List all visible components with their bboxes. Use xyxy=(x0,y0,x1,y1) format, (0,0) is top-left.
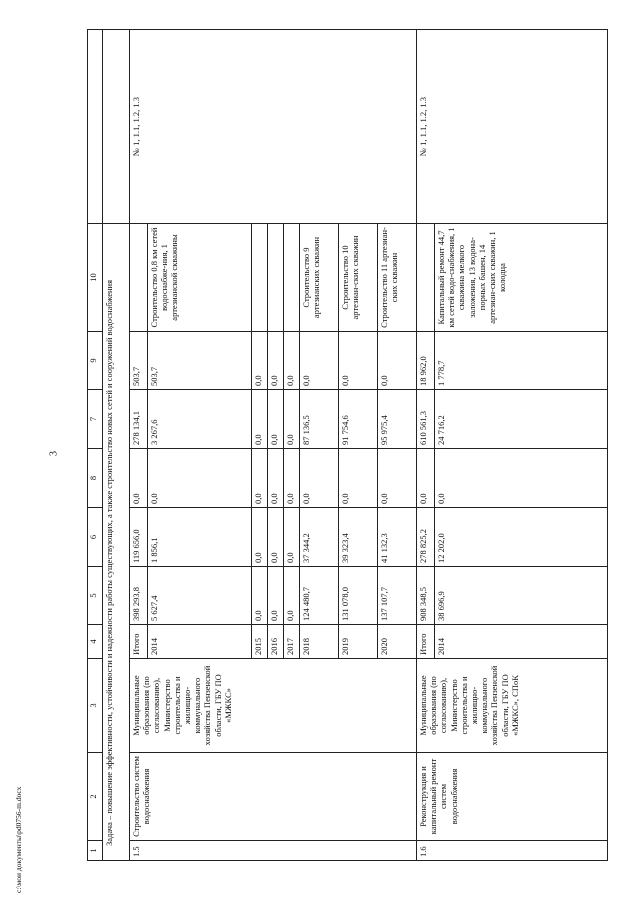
cell-col8: 0,0 xyxy=(252,449,268,508)
cell-col5: 0,0 xyxy=(284,567,300,625)
item-1-5-name: Строительство систем водоснабжения xyxy=(130,753,417,841)
cell-col6: 37 344,2 xyxy=(300,508,339,567)
year-cell: 2015 xyxy=(252,625,268,659)
item-1-6-indicator: № 1, 1.1, 1.2, 1.3 xyxy=(417,30,608,224)
cell-col7: 24 716,2 xyxy=(435,390,608,449)
page-number: 3 xyxy=(48,451,60,456)
rotated-table-container xyxy=(87,30,583,861)
cell-col8: 0,0 xyxy=(284,449,300,508)
year-cell: 2019 xyxy=(339,625,378,659)
col-header-3: 3 xyxy=(88,659,103,753)
cell-col6: 41 132,3 xyxy=(378,508,417,567)
col-header-11 xyxy=(88,30,103,224)
item-1-6-number: 1.6 xyxy=(417,841,608,861)
cell-col6: 0,0 xyxy=(252,508,268,567)
cell-col6: 0,0 xyxy=(284,508,300,567)
item-1-5-total-row xyxy=(130,30,148,861)
cell-col10: Строительство 0,8 км сетей водоснабже-ния, 1 артезианской скважины xyxy=(148,224,252,332)
cell-col6: 1 856,1 xyxy=(148,508,252,567)
cell-col5: 398 293,8 xyxy=(130,567,148,625)
cell-col8: 0,0 xyxy=(300,449,339,508)
year-cell: 2014 xyxy=(148,625,252,659)
cell-col7: 0,0 xyxy=(252,390,268,449)
cell-col8: 0,0 xyxy=(148,449,252,508)
cell-col9: 0,0 xyxy=(268,332,284,390)
year-cell: Итого xyxy=(417,625,435,659)
cell-col6: 39 323,4 xyxy=(339,508,378,567)
cell-col9: 0,0 xyxy=(284,332,300,390)
cell-col9: 503,7 xyxy=(130,332,148,390)
cell-col6: 0,0 xyxy=(268,508,284,567)
item-1-5-number: 1.5 xyxy=(130,841,417,861)
cell-col7: 0,0 xyxy=(284,390,300,449)
task-text: Задача – повышение эффективности, устойчивости и надежности работы существующих, а также строительство новых сетей и сооружений водоснабжения xyxy=(103,224,130,861)
col-header-7: 7 xyxy=(88,390,103,449)
cell-col9: 503,7 xyxy=(148,332,252,390)
program-table xyxy=(87,29,608,861)
cell-col7: 278 134,1 xyxy=(130,390,148,449)
cell-col5: 0,0 xyxy=(268,567,284,625)
col-header-5: 5 xyxy=(88,567,103,625)
cell-col7: 0,0 xyxy=(268,390,284,449)
column-number-row xyxy=(88,30,103,861)
year-cell: Итого xyxy=(130,625,148,659)
cell-col10: Строительство 10 артезиан-ских скважин xyxy=(339,224,378,332)
col-header-6: 6 xyxy=(88,508,103,567)
col-header-2: 2 xyxy=(88,753,103,841)
cell-col6: 12 202,0 xyxy=(435,508,608,567)
col-header-8: 8 xyxy=(88,449,103,508)
cell-col7: 3 267,6 xyxy=(148,390,252,449)
cell-col9: 0,0 xyxy=(378,332,417,390)
cell-col5: 124 480,7 xyxy=(300,567,339,625)
item-1-6-name: Реконструкция и капитальный ремонт систем водоснабжения xyxy=(417,753,608,841)
col-header-9: 9 xyxy=(88,332,103,390)
cell-col6: 119 656,0 xyxy=(130,508,148,567)
col-header-4: 4 xyxy=(88,625,103,659)
year-cell: 2018 xyxy=(300,625,339,659)
cell-col10 xyxy=(252,224,268,332)
year-cell: 2014 xyxy=(435,625,608,659)
col-header-10: 10 xyxy=(88,224,103,332)
task-row-empty xyxy=(103,30,130,224)
cell-col6: 278 825,2 xyxy=(417,508,435,567)
cell-col9: 1 778,7 xyxy=(435,332,608,390)
cell-col5: 131 078,0 xyxy=(339,567,378,625)
cell-col8: 0,0 xyxy=(268,449,284,508)
cell-col5: 137 107,7 xyxy=(378,567,417,625)
cell-col10: Строительство 9 артезианских скважин xyxy=(300,224,339,332)
cell-col8: 0,0 xyxy=(130,449,148,508)
year-cell: 2020 xyxy=(378,625,417,659)
footer-path-text: c:\мои документы\pd0756-m.docx xyxy=(14,786,23,893)
cell-col10 xyxy=(417,224,435,332)
cell-col7: 95 975,4 xyxy=(378,390,417,449)
cell-col10 xyxy=(268,224,284,332)
cell-col9: 0,0 xyxy=(252,332,268,390)
cell-col5: 38 696,9 xyxy=(435,567,608,625)
year-cell: 2017 xyxy=(284,625,300,659)
cell-col5: 0,0 xyxy=(252,567,268,625)
item-1-6-total-row xyxy=(417,30,435,861)
task-row xyxy=(103,30,130,861)
year-cell: 2016 xyxy=(268,625,284,659)
cell-col5: 5 627,4 xyxy=(148,567,252,625)
cell-col5: 908 348,5 xyxy=(417,567,435,625)
cell-col10: Строительство 11 артезиан-ских скважин xyxy=(378,224,417,332)
cell-col7: 87 136,5 xyxy=(300,390,339,449)
cell-col8: 0,0 xyxy=(339,449,378,508)
item-1-5-executor: Муниципальные образования (по согласованию), Министерство строительства и жилищно-коммунального хозяйства Пензенской области, ГБУ ПО «МЖКС» xyxy=(130,659,417,753)
cell-col7: 91 754,6 xyxy=(339,390,378,449)
cell-col10 xyxy=(284,224,300,332)
cell-col10 xyxy=(130,224,148,332)
cell-col8: 0,0 xyxy=(378,449,417,508)
item-1-5-indicator: № 1, 1.1, 1.2, 1.3 xyxy=(130,30,417,224)
cell-col9: 0,0 xyxy=(300,332,339,390)
item-1-6-executor: Муниципальные образования (по согласованию), Министерство строительства и жилищно-коммунального хозяйства Пензенской области, ГБУ ПО «МЖКС», СПоК xyxy=(417,659,608,753)
cell-col10: Капитальный ремонт 44,7 км сетей водо-снабжения, 1 скважина мелкого заложения, 13 водона-порных башен, 14 артезиан-ских скважин, 1 колодца xyxy=(435,224,608,332)
cell-col7: 610 561,3 xyxy=(417,390,435,449)
col-header-1: 1 xyxy=(88,841,103,861)
cell-col8: 0,0 xyxy=(417,449,435,508)
cell-col9: 18 962,0 xyxy=(417,332,435,390)
cell-col8: 0,0 xyxy=(435,449,608,508)
cell-col9: 0,0 xyxy=(339,332,378,390)
